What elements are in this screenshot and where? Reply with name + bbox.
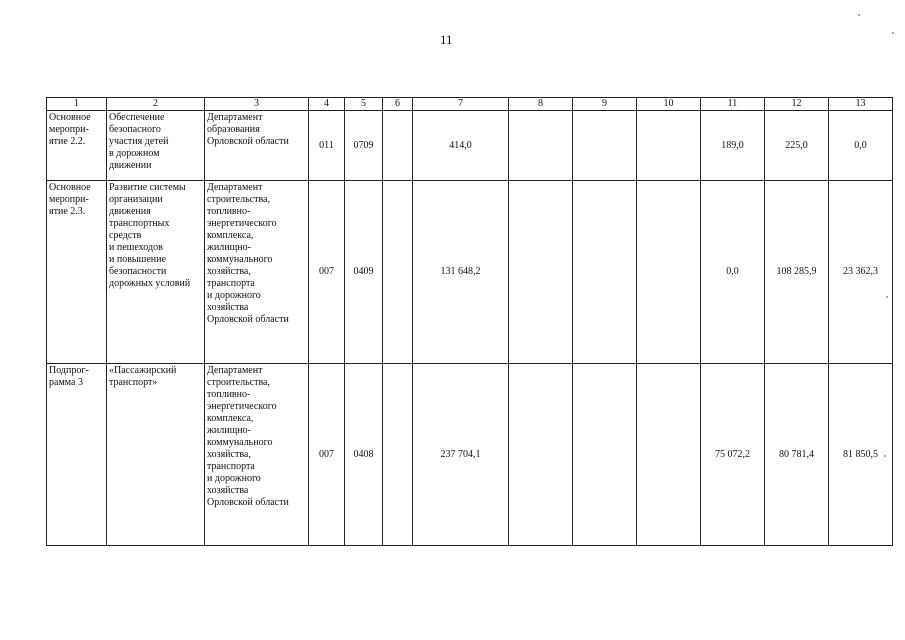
row-col-6 (383, 111, 413, 181)
row-col-11: 189,0 (701, 111, 765, 181)
row-col-13: 81 850,5 (829, 364, 893, 546)
scan-speck (884, 455, 886, 457)
row-col-6 (383, 181, 413, 364)
row-item-name: Развитие системы организации движения транспортных средств и пешеходов и повышение безопасности дорожных условий (107, 181, 205, 364)
row-item-name: «Пассажирский транспорт» (107, 364, 205, 546)
row-col-11: 0,0 (701, 181, 765, 364)
budget-table (46, 97, 893, 546)
row-col-4: 007 (309, 181, 345, 364)
header-cell-8: 8 (509, 98, 573, 111)
row-col-5: 0709 (345, 111, 383, 181)
row-col-13: 23 362,3 (829, 181, 893, 364)
row-col-8 (509, 111, 573, 181)
row-col-11: 75 072,2 (701, 364, 765, 546)
row-col-9 (573, 111, 637, 181)
row-col-7: 414,0 (413, 111, 509, 181)
row-col-7: 237 704,1 (413, 364, 509, 546)
row-col-9 (573, 364, 637, 546)
header-cell-1: 1 (47, 98, 107, 111)
row-col-12: 108 285,9 (765, 181, 829, 364)
header-cell-10: 10 (637, 98, 701, 111)
header-cell-11: 11 (701, 98, 765, 111)
table-row (47, 111, 893, 181)
row-item-code: Подпрог- рамма 3 (47, 364, 107, 546)
page-number: 11 (440, 32, 453, 47)
header-cell-6: 6 (383, 98, 413, 111)
scan-speck (892, 32, 894, 34)
row-col-5: 0408 (345, 364, 383, 546)
row-col-7: 131 648,2 (413, 181, 509, 364)
scan-speck (858, 14, 860, 16)
header-cell-13: 13 (829, 98, 893, 111)
row-executor: Департамент строительства, топливно- энергетического комплекса, жилищно- коммунального хозяйства, транспорта и дорожного хозяйства Орловской области (205, 181, 309, 364)
header-cell-4: 4 (309, 98, 345, 111)
row-col-12: 80 781,4 (765, 364, 829, 546)
row-col-8 (509, 181, 573, 364)
row-col-10 (637, 111, 701, 181)
scan-speck (886, 296, 888, 298)
row-col-4: 011 (309, 111, 345, 181)
header-cell-5: 5 (345, 98, 383, 111)
row-item-name: Обеспечение безопасного участия детей в дорожном движении (107, 111, 205, 181)
row-executor: Департамент образования Орловской области (205, 111, 309, 181)
row-col-12: 225,0 (765, 111, 829, 181)
header-cell-9: 9 (573, 98, 637, 111)
row-col-10 (637, 364, 701, 546)
row-item-code: Основное меропри- ятие 2.3. (47, 181, 107, 364)
header-cell-7: 7 (413, 98, 509, 111)
header-cell-12: 12 (765, 98, 829, 111)
table-row (47, 364, 893, 546)
table-header-row (47, 98, 893, 111)
header-cell-2: 2 (107, 98, 205, 111)
row-col-6 (383, 364, 413, 546)
row-col-5: 0409 (345, 181, 383, 364)
row-col-10 (637, 181, 701, 364)
table-row (47, 181, 893, 364)
row-item-code: Основное меропри- ятие 2.2. (47, 111, 107, 181)
row-executor: Департамент строительства, топливно- энергетического комплекса, жилищно- коммунального хозяйства, транспорта и дорожного хозяйства Орловской области (205, 364, 309, 546)
row-col-8 (509, 364, 573, 546)
row-col-9 (573, 181, 637, 364)
row-col-4: 007 (309, 364, 345, 546)
header-cell-3: 3 (205, 98, 309, 111)
row-col-13: 0,0 (829, 111, 893, 181)
